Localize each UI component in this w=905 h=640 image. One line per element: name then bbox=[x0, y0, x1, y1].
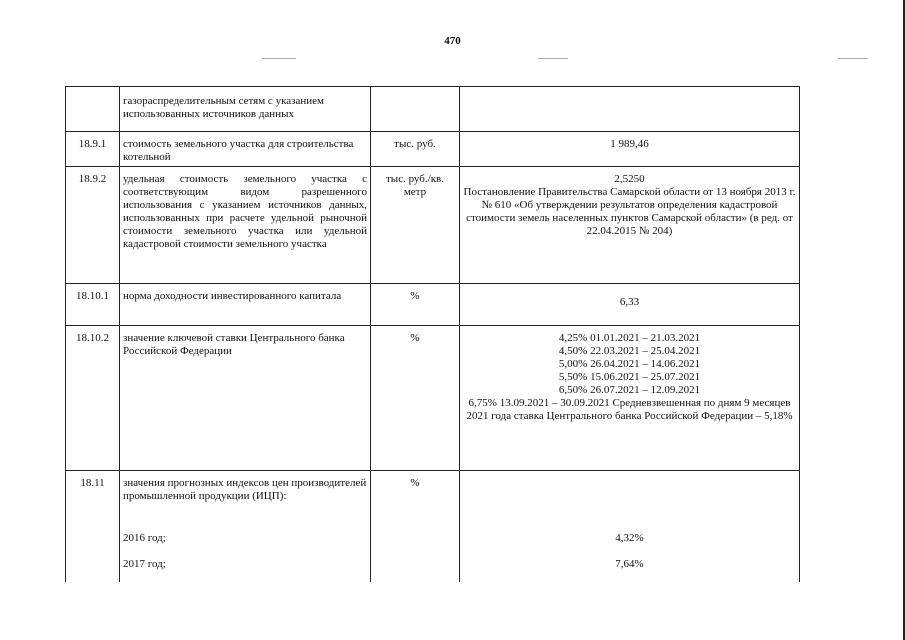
year-value: 7,64% bbox=[615, 558, 644, 570]
scan-mark-left bbox=[262, 58, 296, 59]
row-value: 1 989,46 bbox=[610, 138, 649, 150]
row-value: 6,33 bbox=[619, 296, 640, 308]
rate-line: 6,75% 13.09.2021 – 30.09.2021 Средневзвешенная по дням 9 месяцев 2021 года ставка Центрального банка Российской Федерации – 5,18% bbox=[466, 397, 793, 422]
data-table bbox=[65, 86, 800, 582]
row-code: 18.11 bbox=[66, 471, 120, 582]
rate-line: 5,50% 15.06.2021 – 25.07.2021 bbox=[558, 371, 701, 383]
row-name: стоимость земельного участка для строительства котельной bbox=[120, 132, 371, 166]
rate-line: 4,50% 22.03.2021 – 25.04.2021 bbox=[558, 345, 701, 357]
year-label: 2016 год; bbox=[123, 532, 166, 544]
row-name-cell bbox=[120, 471, 371, 582]
year-label: 2017 год; bbox=[123, 558, 166, 570]
rates-cell bbox=[460, 326, 799, 470]
scan-mark-right bbox=[838, 58, 868, 59]
rate-line: 4,25% 01.01.2021 – 21.03.2021 bbox=[558, 332, 701, 344]
row-name: удельная стоимость земельного участка с соответствующим видом разрешенного использования с указанием источников данных, использованных при расчете удельной рыночной стоимости земельного участка или удельной кадастровой стоимости земельного участка bbox=[120, 167, 371, 283]
row-value: 2,5250 bbox=[614, 173, 645, 185]
row-unit bbox=[371, 87, 460, 131]
row-code: 18.9.2 bbox=[66, 167, 120, 283]
rate-line: 6,50% 26.07.2021 – 12.09.2021 bbox=[558, 384, 701, 396]
year-value: 4,32% bbox=[615, 532, 644, 544]
rate-line: 5,00% 26.04.2021 – 14.06.2021 bbox=[558, 358, 701, 370]
row-name: значения прогнозных индексов цен производителей промышленной продукции (ИЦП): bbox=[123, 477, 367, 502]
row-unit: тыс. руб. bbox=[371, 132, 460, 166]
page-number: 470 bbox=[444, 35, 461, 47]
row-unit: % bbox=[371, 326, 460, 470]
row-code: 18.10.2 bbox=[66, 326, 120, 470]
table-row bbox=[66, 87, 799, 132]
table-row bbox=[66, 284, 799, 326]
row-name: норма доходности инвестированного капитала bbox=[120, 284, 371, 325]
row-code: 18.9.1 bbox=[66, 132, 120, 166]
table-row bbox=[66, 471, 799, 582]
row-code: 18.10.1 bbox=[66, 284, 120, 325]
row-value-cell bbox=[460, 167, 799, 283]
table-row bbox=[66, 167, 799, 284]
row-value bbox=[460, 87, 799, 131]
row-value-note: Постановление Правительства Самарской области от 13 ноября 2013 г. № 610 «Об утверждении результатов определения кадастровой стоимости земель населенных пунктов Самарской области» (в ред. от 22.04.2015 № 204) bbox=[463, 186, 796, 237]
scan-mark-center bbox=[538, 58, 568, 59]
row-unit: тыс. руб./кв. метр bbox=[371, 167, 460, 283]
row-unit: % bbox=[371, 471, 460, 582]
row-name: газораспределительным сетям с указанием использованных источников данных bbox=[120, 87, 371, 131]
table-row bbox=[66, 326, 799, 471]
row-name: значение ключевой ставки Центрального банка Российской Федерации bbox=[120, 326, 371, 470]
row-unit: % bbox=[371, 284, 460, 325]
year-values-cell bbox=[460, 471, 799, 582]
table-row bbox=[66, 132, 799, 167]
row-code bbox=[66, 87, 120, 131]
